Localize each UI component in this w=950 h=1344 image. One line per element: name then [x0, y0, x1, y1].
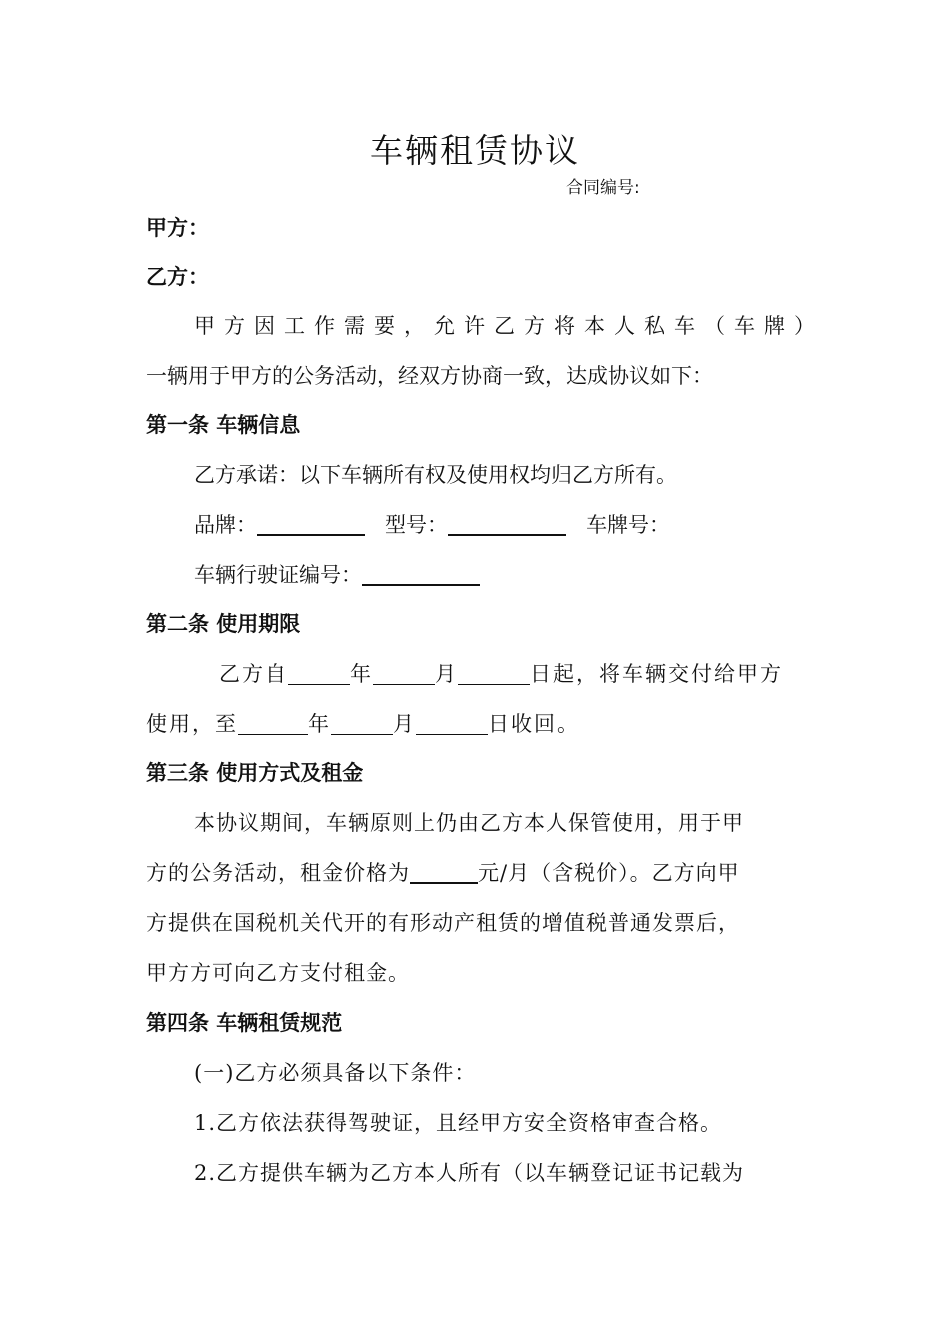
intro-line-1: 甲方因工作需要，允许乙方将本人私车（车牌） [194, 314, 824, 338]
term-until-prefix: 使用，至 [146, 712, 238, 736]
license-blank[interactable] [362, 562, 480, 586]
party-a-label: 甲方： [146, 216, 209, 240]
term-from-suffix: 日起，将车辆交付给甲方 [530, 662, 783, 686]
until-year-label: 年 [308, 712, 331, 736]
until-day-blank[interactable] [416, 712, 488, 735]
rent-suffix: 元/月（含税价）。乙方向甲 [478, 861, 740, 885]
article-3-line-2 [146, 858, 806, 888]
term-until-line [146, 709, 806, 739]
plate-label: 车牌号： [586, 513, 671, 537]
brand-blank[interactable] [257, 512, 365, 536]
article-4-sub-1: (一)乙方必须具备以下条件： [194, 1061, 477, 1085]
article-4-item-1: 1.乙方依法获得驾驶证，且经甲方安全资格审查合格。 [194, 1111, 723, 1135]
article-1-promise: 乙方承诺：以下车辆所有权及使用权均归乙方所有。 [194, 463, 677, 487]
contract-number-label: 合同编号: [566, 178, 640, 198]
until-year-blank[interactable] [238, 712, 308, 735]
vehicle-info-row [194, 510, 806, 540]
license-label: 车辆行驶证编号： [194, 563, 362, 587]
intro-line-2: 一辆用于甲方的公务活动，经双方协商一致，达成协议如下： [146, 364, 713, 388]
brand-label: 品牌： [194, 513, 257, 537]
article-3-line-3: 方提供在国税机关代开的有形动产租赁的增值税普通发票后， [146, 911, 740, 935]
article-4-item-2: 2.乙方提供车辆为乙方本人所有（以车辆登记证书记载为 [194, 1161, 745, 1185]
model-blank[interactable] [448, 512, 566, 536]
article-3-line-4: 甲方方可向乙方支付租金。 [146, 961, 410, 985]
until-month-label: 月 [393, 712, 416, 736]
from-month-label: 月 [435, 662, 458, 686]
term-until-suffix: 日收回。 [488, 712, 580, 736]
model-label: 型号： [385, 513, 449, 537]
until-month-blank[interactable] [331, 712, 393, 735]
from-year-label: 年 [350, 662, 373, 686]
rent-amount-blank[interactable] [410, 860, 478, 884]
article-2-heading: 第二条 使用期限 [146, 612, 301, 636]
article-4-heading: 第四条 车辆租赁规范 [146, 1011, 343, 1035]
article-3-heading: 第三条 使用方式及租金 [146, 761, 364, 785]
from-year-blank[interactable] [288, 662, 350, 685]
party-b-label: 乙方： [146, 265, 209, 289]
license-row [194, 560, 806, 590]
term-from-prefix: 乙方自 [219, 662, 288, 686]
from-month-blank[interactable] [373, 662, 435, 685]
article-3-line-1: 本协议期间，车辆原则上仍由乙方本人保管使用，用于甲 [194, 811, 744, 835]
rent-prefix: 方的公务活动，租金价格为 [146, 861, 410, 885]
term-from-line [219, 659, 879, 689]
document-title: 车辆租赁协议 [370, 131, 580, 170]
from-day-blank[interactable] [458, 662, 530, 685]
article-1-heading: 第一条 车辆信息 [146, 413, 301, 437]
